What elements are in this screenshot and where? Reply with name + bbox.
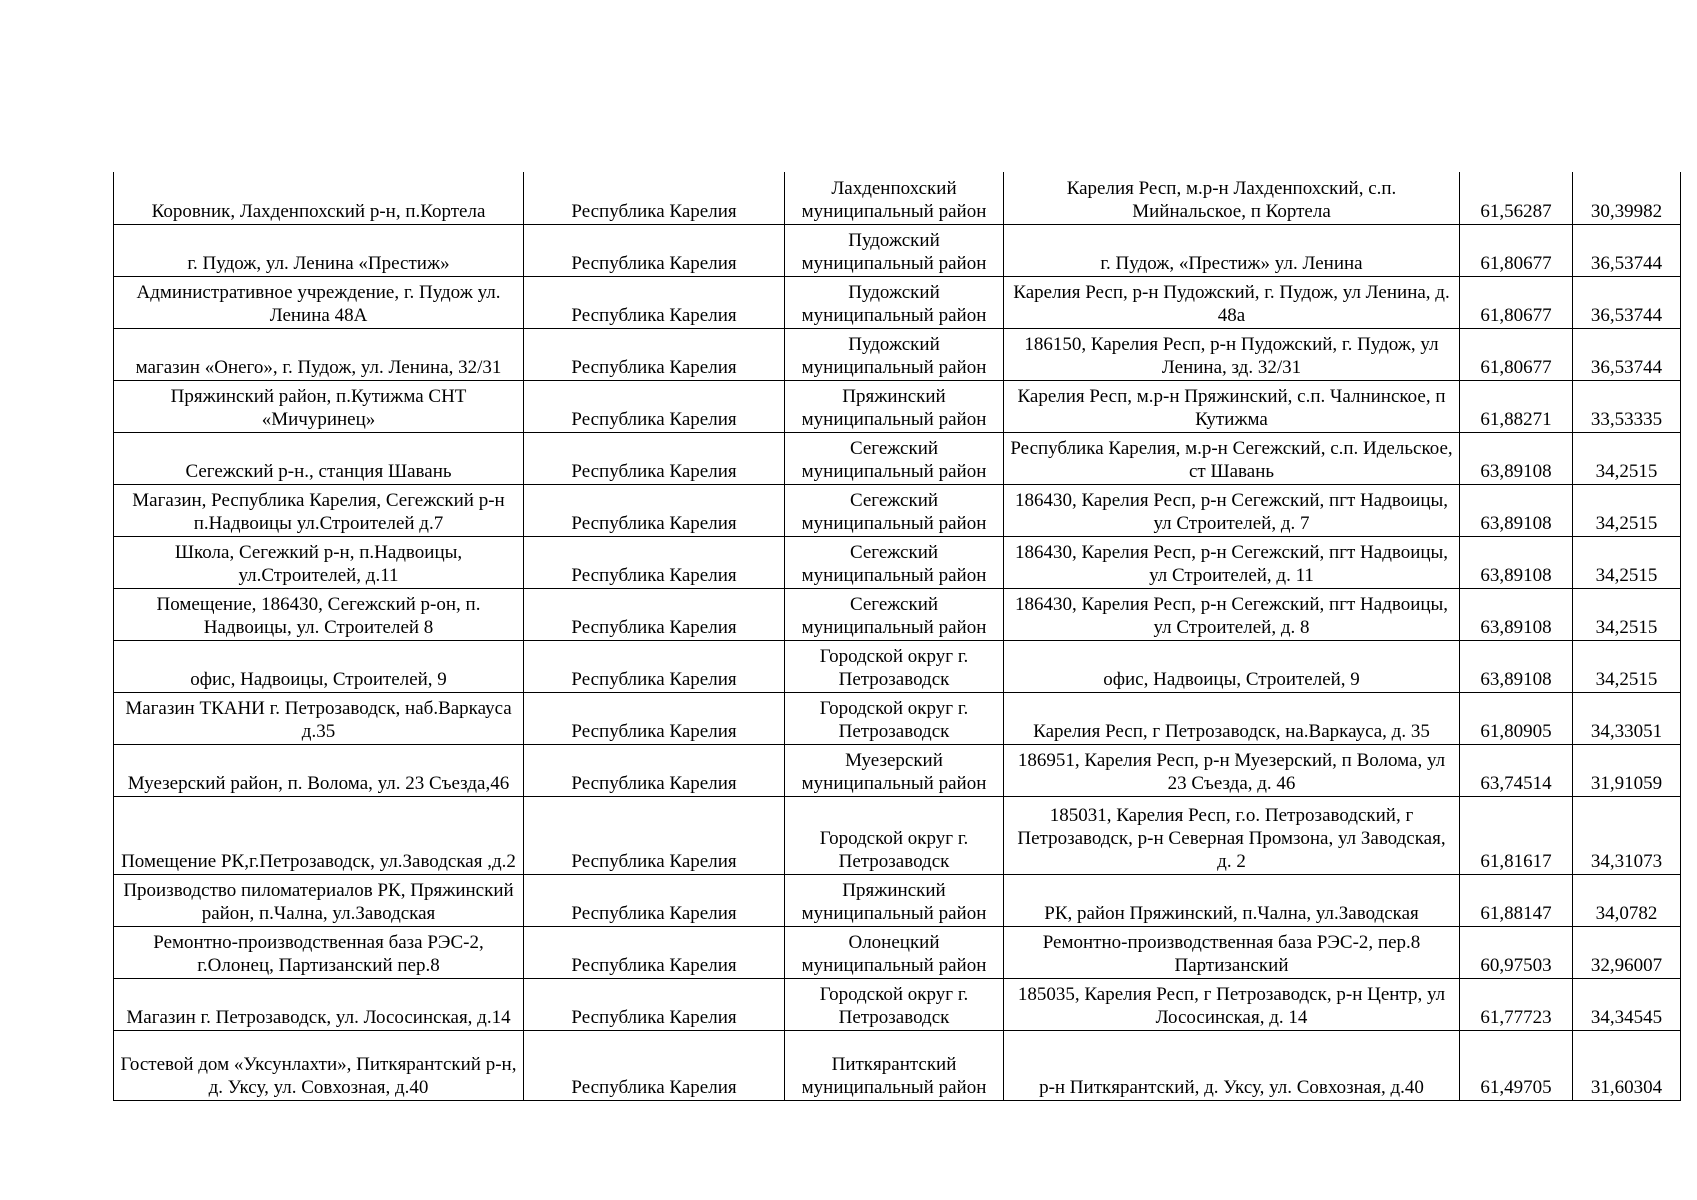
object-name-cell: Административное учреждение, г. Пудож ул. Ленина 48А (114, 276, 524, 328)
object-name-cell: Магазин, Республика Карелия, Сегежский р-н п.Надвоицы ул.Строителей д.7 (114, 484, 524, 536)
table-row (114, 978, 1681, 1030)
region-cell: Республика Карелия (524, 874, 785, 926)
longitude-cell: 34,2515 (1573, 640, 1681, 692)
object-name-cell: офис, Надвоицы, Строителей, 9 (114, 640, 524, 692)
address-cell: Ремонтно-производственная база РЭС-2, пер.8 Партизанский (1004, 926, 1460, 978)
latitude-cell: 61,56287 (1460, 172, 1573, 224)
region-cell: Республика Карелия (524, 432, 785, 484)
address-cell: Карелия Респ, р-н Пудожский, г. Пудож, ул Ленина, д. 48а (1004, 276, 1460, 328)
district-cell: Городской округ г. Петрозаводск (785, 692, 1004, 744)
latitude-cell: 61,80677 (1460, 328, 1573, 380)
table-row (114, 380, 1681, 432)
object-name-cell: Пряжинский район, п.Кутижма СНТ «Мичуринец» (114, 380, 524, 432)
district-cell: Пряжинский муниципальный район (785, 380, 1004, 432)
district-cell: Пряжинский муниципальный район (785, 874, 1004, 926)
longitude-cell: 34,2515 (1573, 432, 1681, 484)
address-cell: 186430, Карелия Респ, р-н Сегежский, пгт Надвоицы, ул Строителей, д. 11 (1004, 536, 1460, 588)
latitude-cell: 63,89108 (1460, 432, 1573, 484)
region-cell: Республика Карелия (524, 588, 785, 640)
longitude-cell: 34,0782 (1573, 874, 1681, 926)
latitude-cell: 61,88147 (1460, 874, 1573, 926)
district-cell: Городской округ г. Петрозаводск (785, 978, 1004, 1030)
region-cell: Республика Карелия (524, 692, 785, 744)
address-cell: 185031, Карелия Респ, г.о. Петрозаводский, г Петрозаводск, р-н Северная Промзона, ул Заводская, д. 2 (1004, 796, 1460, 874)
latitude-cell: 63,89108 (1460, 640, 1573, 692)
district-cell: Городской округ г. Петрозаводск (785, 796, 1004, 874)
district-cell: Лахденпохский муниципальный район (785, 172, 1004, 224)
region-cell: Республика Карелия (524, 978, 785, 1030)
table-row (114, 640, 1681, 692)
region-cell: Республика Карелия (524, 172, 785, 224)
latitude-cell: 63,89108 (1460, 484, 1573, 536)
latitude-cell: 63,89108 (1460, 536, 1573, 588)
region-cell: Республика Карелия (524, 640, 785, 692)
object-name-cell: Помещение РК,г.Петрозаводск, ул.Заводская ,д.2 (114, 796, 524, 874)
locations-table (113, 172, 1681, 1101)
object-name-cell: Коровник, Лахденпохский р-н, п.Кортела (114, 172, 524, 224)
table-row (114, 926, 1681, 978)
address-cell: офис, Надвоицы, Строителей, 9 (1004, 640, 1460, 692)
longitude-cell: 34,2515 (1573, 484, 1681, 536)
district-cell: Пудожский муниципальный район (785, 224, 1004, 276)
address-cell: 185035, Карелия Респ, г Петрозаводск, р-н Центр, ул Лососинская, д. 14 (1004, 978, 1460, 1030)
latitude-cell: 61,49705 (1460, 1030, 1573, 1100)
longitude-cell: 36,53744 (1573, 328, 1681, 380)
address-cell: Республика Карелия, м.р-н Сегежский, с.п. Идельское, ст Шавань (1004, 432, 1460, 484)
object-name-cell: Сегежский р-н., станция Шавань (114, 432, 524, 484)
object-name-cell: Ремонтно-производственная база РЭС-2, г.Олонец, Партизанский пер.8 (114, 926, 524, 978)
latitude-cell: 61,80905 (1460, 692, 1573, 744)
longitude-cell: 36,53744 (1573, 276, 1681, 328)
address-cell: Карелия Респ, м.р-н Пряжинский, с.п. Чалнинское, п Кутижма (1004, 380, 1460, 432)
district-cell: Олонецкий муниципальный район (785, 926, 1004, 978)
address-cell: Карелия Респ, м.р-н Лахденпохский, с.п. Мийнальское, п Кортела (1004, 172, 1460, 224)
longitude-cell: 34,2515 (1573, 588, 1681, 640)
longitude-cell: 34,2515 (1573, 536, 1681, 588)
table-row (114, 328, 1681, 380)
latitude-cell: 60,97503 (1460, 926, 1573, 978)
latitude-cell: 61,80677 (1460, 224, 1573, 276)
table-row (114, 276, 1681, 328)
district-cell: Сегежский муниципальный район (785, 484, 1004, 536)
region-cell: Республика Карелия (524, 926, 785, 978)
region-cell: Республика Карелия (524, 744, 785, 796)
object-name-cell: Гостевой дом «Уксунлахти», Питкярантский р-н, д. Уксу, ул. Совхозная, д.40 (114, 1030, 524, 1100)
region-cell: Республика Карелия (524, 484, 785, 536)
longitude-cell: 34,33051 (1573, 692, 1681, 744)
address-cell: РК, район Пряжинский, п.Чална, ул.Заводская (1004, 874, 1460, 926)
longitude-cell: 30,39982 (1573, 172, 1681, 224)
object-name-cell: Школа, Сегежкий р-н, п.Надвоицы, ул.Строителей, д.11 (114, 536, 524, 588)
address-cell: 186150, Карелия Респ, р-н Пудожский, г. Пудож, ул Ленина, зд. 32/31 (1004, 328, 1460, 380)
region-cell: Республика Карелия (524, 276, 785, 328)
address-cell: 186430, Карелия Респ, р-н Сегежский, пгт Надвоицы, ул Строителей, д. 7 (1004, 484, 1460, 536)
table-row (114, 796, 1681, 874)
longitude-cell: 34,34545 (1573, 978, 1681, 1030)
address-cell: Карелия Респ, г Петрозаводск, на.Варкауса, д. 35 (1004, 692, 1460, 744)
table-row (114, 1030, 1681, 1100)
region-cell: Республика Карелия (524, 380, 785, 432)
district-cell: Городской округ г. Петрозаводск (785, 640, 1004, 692)
object-name-cell: Муезерский район, п. Волома, ул. 23 Съезда,46 (114, 744, 524, 796)
latitude-cell: 61,80677 (1460, 276, 1573, 328)
latitude-cell: 63,74514 (1460, 744, 1573, 796)
region-cell: Республика Карелия (524, 328, 785, 380)
address-cell: 186430, Карелия Респ, р-н Сегежский, пгт Надвоицы, ул Строителей, д. 8 (1004, 588, 1460, 640)
object-name-cell: Магазин ТКАНИ г. Петрозаводск, наб.Варкауса д.35 (114, 692, 524, 744)
object-name-cell: Магазин г. Петрозаводск, ул. Лососинская, д.14 (114, 978, 524, 1030)
table-row (114, 874, 1681, 926)
region-cell: Республика Карелия (524, 1030, 785, 1100)
region-cell: Республика Карелия (524, 224, 785, 276)
longitude-cell: 32,96007 (1573, 926, 1681, 978)
object-name-cell: Помещение, 186430, Сегежский р-он, п. Надвоицы, ул. Строителей 8 (114, 588, 524, 640)
latitude-cell: 61,81617 (1460, 796, 1573, 874)
district-cell: Питкярантский муниципальный район (785, 1030, 1004, 1100)
table-row (114, 172, 1681, 224)
address-cell: 186951, Карелия Респ, р-н Муезерский, п Волома, ул 23 Съезда, д. 46 (1004, 744, 1460, 796)
district-cell: Сегежский муниципальный район (785, 432, 1004, 484)
table-row (114, 484, 1681, 536)
longitude-cell: 34,31073 (1573, 796, 1681, 874)
region-cell: Республика Карелия (524, 536, 785, 588)
longitude-cell: 36,53744 (1573, 224, 1681, 276)
latitude-cell: 61,77723 (1460, 978, 1573, 1030)
district-cell: Муезерский муниципальный район (785, 744, 1004, 796)
table-row (114, 224, 1681, 276)
table-row (114, 588, 1681, 640)
table-row (114, 744, 1681, 796)
district-cell: Сегежский муниципальный район (785, 588, 1004, 640)
region-cell: Республика Карелия (524, 796, 785, 874)
latitude-cell: 61,88271 (1460, 380, 1573, 432)
object-name-cell: магазин «Онего», г. Пудож, ул. Ленина, 32/31 (114, 328, 524, 380)
table-row (114, 536, 1681, 588)
address-cell: г. Пудож, «Престиж» ул. Ленина (1004, 224, 1460, 276)
table-row (114, 432, 1681, 484)
district-cell: Пудожский муниципальный район (785, 328, 1004, 380)
longitude-cell: 33,53335 (1573, 380, 1681, 432)
district-cell: Пудожский муниципальный район (785, 276, 1004, 328)
object-name-cell: г. Пудож, ул. Ленина «Престиж» (114, 224, 524, 276)
object-name-cell: Производство пиломатериалов РК, Пряжинский район, п.Чална, ул.Заводская (114, 874, 524, 926)
longitude-cell: 31,60304 (1573, 1030, 1681, 1100)
latitude-cell: 63,89108 (1460, 588, 1573, 640)
district-cell: Сегежский муниципальный район (785, 536, 1004, 588)
address-cell: р-н Питкярантский, д. Уксу, ул. Совхозная, д.40 (1004, 1030, 1460, 1100)
table-row (114, 692, 1681, 744)
longitude-cell: 31,91059 (1573, 744, 1681, 796)
